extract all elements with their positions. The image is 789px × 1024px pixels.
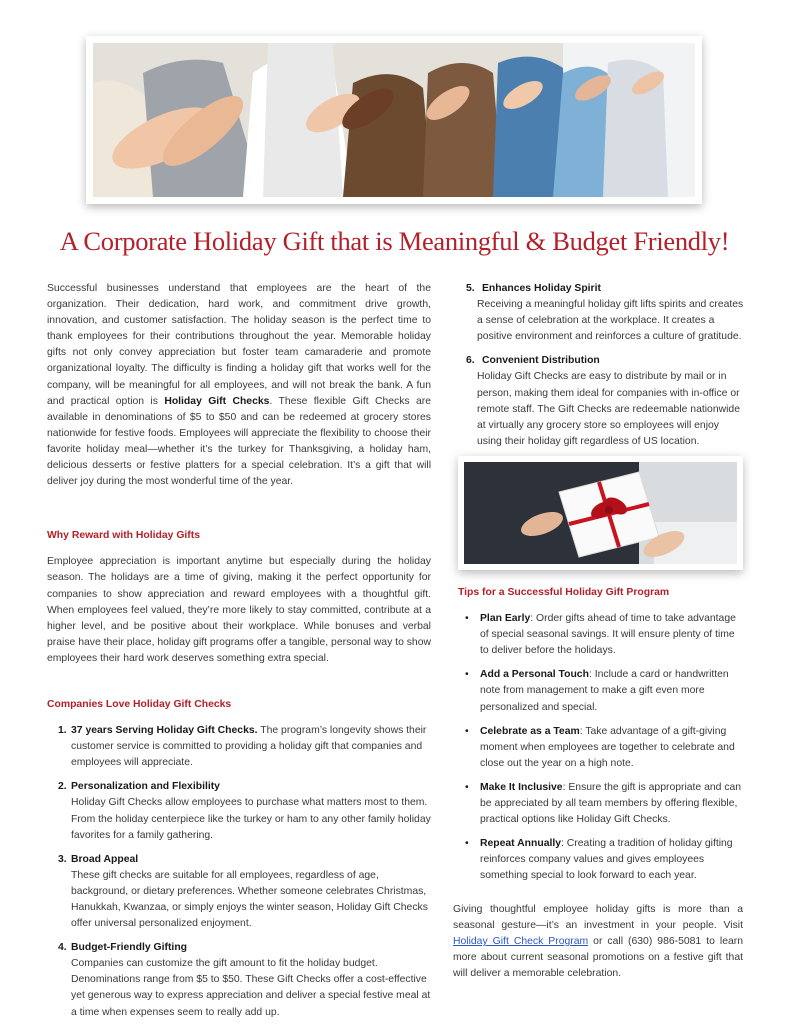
list-item: 6. Convenient Distribution Holiday Gift Checks are easy to distribute by mail or in person, making them ideal for companies with in-office or remote staff. The Gift Checks are redeemable nationwide at virtually any grocery store so employees will enjoy using their holiday gift regardless of US location. (466, 355, 740, 447)
list-item: 3. Broad Appeal These gift checks are suitable for all employees, regardless of age, background, or dietary preferences. Whether someone celebrates Christmas, Hanukkah, Kwanzaa, or simply enjoys the winter season, Holiday Gift Checks offer universal personalized enjoyment. (58, 853, 428, 930)
list-item: 2. Personalization and Flexibility Holiday Gift Checks allow employees to purchase what matters most to them. From the holiday centerpiece like the turkey or ham to any other family holiday favorites for a family gathering. (58, 781, 431, 841)
hero-photo-frame (86, 36, 702, 204)
love-list (47, 723, 431, 1021)
tips-section (458, 585, 743, 893)
gift-check-program-link[interactable]: Holiday Gift Check Program (453, 936, 589, 948)
list-item: 5. Enhances Holiday Spirit Receiving a meaningful holiday gift lifts spirits and creates a sense of celebration at the workplace. It creates a positive environment and reinforces a culture of gratitude. (466, 283, 744, 343)
why-heading: Why Reward with Holiday Gifts (47, 530, 200, 542)
page-title: A Corporate Holiday Gift that is Meaningful & Budget Friendly! (59, 226, 730, 256)
love-list-continued (466, 281, 744, 450)
list-item: 4. Budget-Friendly Gifting Companies can customize the gift amount to fit the holiday budget. Denominations range from $5 to $50. These Gift Checks offer a cost-effective yet generous way to express appreciation and deliver a special festive meal at a time when expenses seem to really add up. (58, 942, 431, 1018)
clapping-people-illustration (93, 43, 695, 197)
list-item: • Repeat Annually: Creating a tradition of holiday gifting reinforces company values and gives employees something special to look forward to each year. (465, 838, 733, 882)
why-paragraph: Employee appreciation is important anytime but especially during the holiday season. The holidays are a time of giving, making it the perfect opportunity for companies to show appreciation and reward employees with a thoughtful gift. When employees feel valued, they’re more likely to stay committed, contribute at a higher level, and be positive about their workplace. While bonuses and verbal praise have their place, holiday gift programs offer a tangible, personal way to show employees their hard work deserves something extra special. (47, 556, 431, 664)
list-item: • Add a Personal Touch: Include a card or handwritten note from management to make a gift even more personalized and special. (465, 669, 729, 713)
list-item: 1. 37 years Serving Holiday Gift Checks. The program’s longevity shows their customer service is committed to providing a holiday gift that companies and employees will appreciate. (58, 725, 427, 769)
closing-section (453, 902, 743, 982)
intro-paragraph: Successful businesses understand that employees are the heart of the organization. Their dedication, hard work, and commitment drive growth, innovation, and customer satisfaction. The holiday season is the perfect time to thank employees for their contributions throughout the year. Memorable holiday gifts not only convey appreciation but foster team camaraderie and promote organizational loyalty. The difficulty is finding a holiday gift that works well for the company, will be meaningful for all employees, and will not break the bank. A fun and practical option is Holiday Gift Checks. These flexible Gift Checks are available in denominations of $5 to $50 and can be redeemed at grocery stores nationwide for festive foods. Employees will appreciate the flexibility to choose their favorite holiday meal—whether it’s the turkey for Thanksgiving, a holiday ham, delicious desserts or festive platters for a special celebration. It’s a gift that will deliver joy during the most wonderful time of the year. (47, 283, 432, 488)
right-column-top (466, 281, 744, 458)
love-heading: Companies Love Holiday Gift Checks (47, 698, 232, 710)
tips-list (458, 611, 743, 884)
hero-photo (93, 43, 695, 197)
list-item: • Plan Early: Order gifts ahead of time to take advantage of special seasonal savings. It will ensure plenty of time to deliver before the holidays. (465, 613, 736, 657)
gift-envelope-illustration (464, 462, 737, 564)
left-column (47, 281, 431, 1024)
gift-photo (464, 462, 737, 564)
list-item: • Make It Inclusive: Ensure the gift is appropriate and can be appreciated by all team members by offering flexible, practical options like Holiday Gift Checks. (465, 781, 742, 826)
intro-bold-term: Holiday Gift Checks (164, 395, 270, 407)
closing-paragraph: Giving thoughtful employee holiday gifts is more than a seasonal gesture—it’s an investment in your people. Visit Holiday Gift Check Program or call (630) 986-5081 to learn more about current seasonal promotions on a festive gift that will deliver a memorable celebration. (453, 904, 743, 980)
list-item: • Celebrate as a Team: Take advantage of a gift-giving moment when employees are together to celebrate and close out the year on a high note. (465, 725, 735, 769)
tips-heading: Tips for a Successful Holiday Gift Program (458, 587, 670, 598)
gift-photo-frame (458, 456, 743, 570)
